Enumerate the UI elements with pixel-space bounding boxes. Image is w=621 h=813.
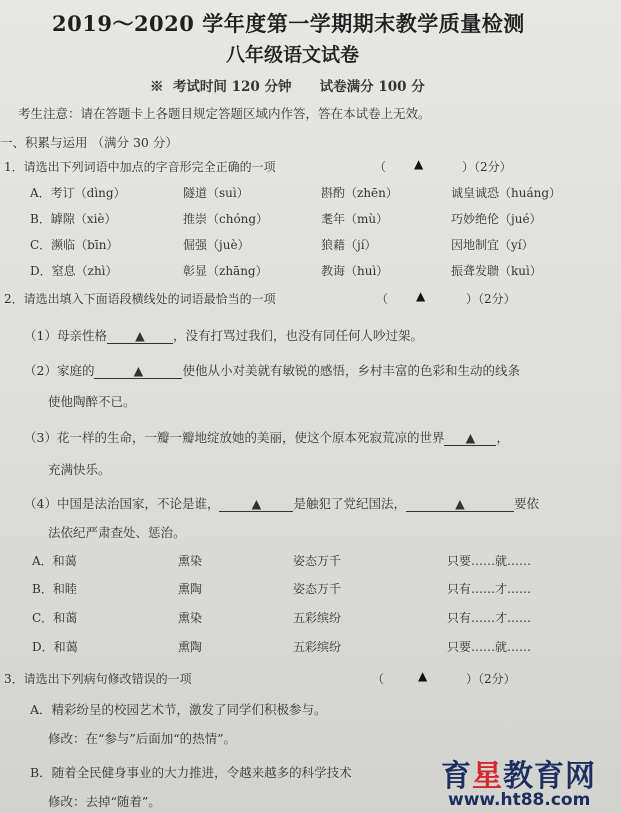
q1-option-b-3: 耄年（mù） — [321, 212, 389, 226]
q2-s2-prefix: （2）家庭的 — [24, 363, 95, 378]
question-1-stem: 1．请选出下列词语中加点的字音形完全正确的一项 — [4, 160, 276, 174]
q2-blank-4a: ▲ — [219, 497, 293, 512]
q2-option-d-2: 熏陶 — [178, 640, 203, 654]
q1-option-c-3: 狼藉（jí） — [321, 238, 377, 252]
q2-sentence-3 — [24, 428, 509, 446]
q3-paren-open: （ — [372, 672, 385, 686]
watermark-logo: 育星教育网 — [441, 759, 596, 794]
q2-option-c-2: 熏染 — [178, 611, 203, 625]
q2-option-c-1: C．和蔼 — [32, 611, 78, 625]
q1-option-c-4: 因地制宜（yí） — [451, 238, 534, 252]
q2-s4-prefix: （4）中国是法治国家，不论是谁， — [24, 496, 220, 511]
q1-option-b-1: B．罅隙（xiè） — [30, 212, 117, 226]
q1-option-d-4: 振聋发聩（kuì） — [451, 264, 542, 278]
q3-score: ）（2分） — [466, 672, 516, 686]
q1-score: ）（2分） — [462, 160, 512, 174]
question-3-stem: 3．请选出下列病句修改错误的一项 — [4, 672, 192, 686]
q1-option-a-2: 隧道（suì） — [183, 186, 249, 200]
q2-option-a-4: 只要……就…… — [447, 554, 532, 568]
q3-option-a-fix: 修改：在“参与”后面加“的热情”。 — [48, 731, 237, 746]
q1-option-c-1: C．濒临（bīn） — [30, 238, 119, 252]
watermark-url: www.ht88.com — [448, 790, 591, 810]
q2-paren-open: （ — [376, 292, 389, 306]
q3-option-b: B．随着全民健身事业的大力推进，令越来越多的科学技术 — [30, 765, 352, 780]
section-title: 一、积累与运用 （满分 30 分） — [0, 135, 178, 150]
q2-sentence-1 — [24, 326, 423, 344]
q2-sentence-2 — [24, 361, 520, 379]
q2-blank-4b: ▲ — [406, 497, 514, 512]
q2-option-d-4: 只要……就…… — [447, 640, 532, 654]
q1-option-a-4: 诚皇诚恐（huáng） — [451, 186, 562, 200]
q2-option-a-2: 熏染 — [178, 554, 203, 568]
exam-title: 2019～2020 学年度第一学期期末教学质量检测 — [52, 11, 525, 36]
q3-option-b-fix: 修改：去掉“随着”。 — [48, 794, 161, 809]
q2-option-b-1: B．和睦 — [32, 582, 77, 596]
q2-s4-continued: 法依纪严肃查处、惩治。 — [48, 525, 186, 540]
q2-answer-mark: ▲ — [416, 289, 426, 303]
q2-s4-middle: 是触犯了党纪国法， — [293, 496, 406, 511]
q1-option-d-2: 彰显（zhāng） — [183, 264, 268, 278]
q2-blank-1: ▲ — [107, 329, 173, 344]
q2-option-c-4: 只有……才…… — [447, 611, 532, 625]
q2-s1-prefix: （1）母亲性格 — [24, 328, 107, 343]
exam-subtitle: 八年级语文试卷 — [226, 44, 360, 66]
q1-option-d-1: D．窒息（zhì） — [30, 264, 118, 278]
q1-paren-open: （ — [374, 160, 387, 174]
q2-option-a-3: 姿态万千 — [293, 554, 342, 568]
q2-sentence-4 — [24, 494, 539, 512]
q2-s3-continued: 充满快乐。 — [48, 462, 111, 477]
q2-option-c-3: 五彩缤纷 — [293, 611, 342, 625]
q2-s3-prefix: （3）花一样的生命，一瓣一瓣地绽放她的美丽，使这个原本死寂荒凉的世界 — [24, 430, 445, 445]
q1-option-a-3: 斟酌（zhēn） — [321, 186, 398, 200]
q2-s1-suffix: ，没有打骂过我们，也没有同任何人吵过架。 — [172, 328, 423, 343]
q2-option-b-3: 姿态万千 — [293, 582, 342, 596]
exam-notice: 考生注意：请在答题卡上各题目规定答题区域内作答，答在本试卷上无效。 — [18, 106, 431, 121]
q2-option-d-1: D．和蔼 — [32, 640, 78, 654]
q1-option-b-2: 推崇（chóng） — [183, 212, 269, 226]
q1-option-c-2: 倔强（juè） — [183, 238, 250, 252]
exam-info: ※ 考试时间 120 分钟 试卷满分 100 分 — [150, 79, 425, 95]
q2-option-b-4: 只有……才…… — [447, 582, 532, 596]
q2-s3-suffix: ， — [496, 430, 509, 445]
q2-option-b-2: 熏陶 — [178, 582, 203, 596]
question-2-stem: 2．请选出填入下面语段横线处的词语最恰当的一项 — [4, 292, 276, 306]
q1-answer-mark: ▲ — [414, 157, 424, 171]
q2-score: ）（2分） — [466, 292, 516, 306]
q3-answer-mark: ▲ — [418, 669, 428, 683]
q2-option-d-3: 五彩缤纷 — [293, 640, 342, 654]
q1-option-a-1: A．考订（dìng） — [30, 186, 126, 200]
q2-option-a-1: A．和蔼 — [32, 554, 77, 568]
q2-blank-2: ▲ — [94, 364, 182, 379]
q3-option-a: A．精彩纷呈的校园艺术节，激发了同学们积极参与。 — [30, 702, 327, 717]
q2-s4-tail: 要依 — [513, 496, 539, 511]
q2-s2-suffix: 使他从小对美就有敏锐的感悟，乡村丰富的色彩和生动的线条 — [182, 363, 520, 378]
q1-option-d-3: 教诲（huì） — [321, 264, 389, 278]
q2-blank-3: ▲ — [444, 431, 496, 446]
q1-option-b-4: 巧妙绝伦（jué） — [451, 212, 542, 226]
q2-s2-continued: 使他陶醉不已。 — [48, 394, 136, 409]
